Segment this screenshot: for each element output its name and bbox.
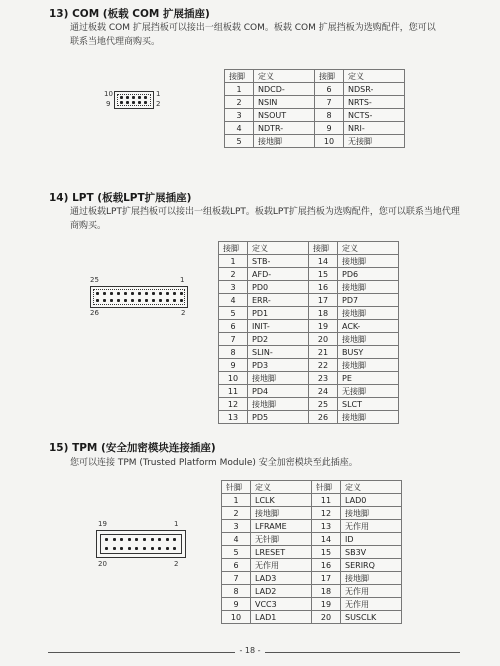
tpm-section-title: 15) TPM (安全加密模块连接插座) <box>49 442 216 454</box>
connector-pin <box>131 299 134 302</box>
table-cell: NSIN <box>254 96 315 109</box>
table-header-row <box>225 70 405 83</box>
table-cell: 21 <box>309 346 338 359</box>
connector-pin <box>113 547 116 550</box>
table-cell: 20 <box>309 333 338 346</box>
table-cell: 无作用 <box>251 559 312 572</box>
table-cell: 18 <box>309 307 338 320</box>
connector-pin <box>132 96 135 99</box>
col-definition: 定义 <box>338 242 399 255</box>
table-header-row <box>222 481 402 494</box>
table-cell: 17 <box>309 294 338 307</box>
table-cell: 19 <box>312 598 341 611</box>
connector-pin <box>145 292 148 295</box>
connector-pin <box>145 299 148 302</box>
com-pin-label-2: 2 <box>156 100 161 108</box>
tpm-header-outline <box>96 530 186 558</box>
table-row <box>219 346 399 359</box>
table-cell: SERIRQ <box>341 559 402 572</box>
connector-pin <box>117 292 120 295</box>
col-pin: 针脚 <box>222 481 251 494</box>
connector-pin <box>159 299 162 302</box>
table-cell: 无接脚 <box>338 385 399 398</box>
table-cell: 无针脚 <box>251 533 312 546</box>
tpm-section-desc: 您可以连接 TPM (Trusted Platform Module) 安全加密模块至此插座。 <box>70 458 358 468</box>
com-pin-table <box>224 69 405 148</box>
connector-pin <box>180 299 183 302</box>
connector-pin <box>96 292 99 295</box>
table-cell: PD0 <box>248 281 309 294</box>
table-cell: 3 <box>225 109 254 122</box>
connector-pin <box>135 547 138 550</box>
connector-pin <box>152 292 155 295</box>
table-cell: 无作用 <box>341 520 402 533</box>
connector-pin <box>126 101 129 104</box>
table-row <box>225 83 405 96</box>
table-cell: LFRAME <box>251 520 312 533</box>
table-cell: 5 <box>222 546 251 559</box>
col-definition: 定义 <box>251 481 312 494</box>
table-row <box>219 333 399 346</box>
table-row <box>219 411 399 424</box>
page-number <box>0 646 500 655</box>
table-cell: 3 <box>219 281 248 294</box>
table-row <box>219 281 399 294</box>
table-cell: 无作用 <box>341 585 402 598</box>
table-cell: 接地脚 <box>341 572 402 585</box>
table-row <box>219 294 399 307</box>
table-cell: SLCT <box>338 398 399 411</box>
table-cell: LAD3 <box>251 572 312 585</box>
table-cell: 23 <box>309 372 338 385</box>
table-cell: 19 <box>309 320 338 333</box>
connector-pin <box>124 299 127 302</box>
lpt-pin-table <box>218 241 399 424</box>
table-cell: ERR- <box>248 294 309 307</box>
table-row <box>222 520 402 533</box>
connector-pin <box>138 96 141 99</box>
table-cell: AFD- <box>248 268 309 281</box>
table-cell: NDCD- <box>254 83 315 96</box>
table-row <box>222 611 402 624</box>
table-cell: 7 <box>219 333 248 346</box>
tpm-header-pins <box>100 534 182 554</box>
table-row <box>219 320 399 333</box>
table-cell: NDTR- <box>254 122 315 135</box>
table-cell: 6 <box>222 559 251 572</box>
table-cell: 5 <box>219 307 248 320</box>
table-cell: 接地脚 <box>338 411 399 424</box>
table-cell: 16 <box>312 559 341 572</box>
connector-pin <box>166 292 169 295</box>
table-row <box>222 598 402 611</box>
tpm-connector-diagram <box>92 518 192 570</box>
table-cell: 8 <box>315 109 344 122</box>
table-cell: 22 <box>309 359 338 372</box>
connector-pin <box>144 101 147 104</box>
table-cell: NCTS- <box>344 109 405 122</box>
table-cell: 2 <box>222 507 251 520</box>
connector-pin <box>173 547 176 550</box>
lpt-section-desc: 通过板载LPT扩展挡板可以接出一组板载LPT。板载LPT扩展挡板为选购配件，您可以联系当地代理商购买。 <box>70 207 460 231</box>
com-header-outline <box>114 91 154 109</box>
col-pin: 接脚 <box>219 242 248 255</box>
connector-pin <box>110 292 113 295</box>
connector-pin <box>113 538 116 541</box>
table-cell: 14 <box>309 255 338 268</box>
table-cell: PD4 <box>248 385 309 398</box>
table-cell: 接地脚 <box>248 398 309 411</box>
connector-pin <box>158 538 161 541</box>
table-cell: 1 <box>219 255 248 268</box>
col-pin: 接脚 <box>315 70 344 83</box>
table-cell: 10 <box>315 135 344 148</box>
connector-pin <box>143 547 146 550</box>
table-cell: 8 <box>222 585 251 598</box>
table-cell: 接地脚 <box>338 255 399 268</box>
lpt-header-pins <box>93 289 185 305</box>
table-cell: SB3V <box>341 546 402 559</box>
table-cell: 6 <box>219 320 248 333</box>
table-cell: 接地脚 <box>338 307 399 320</box>
connector-pin <box>103 299 106 302</box>
table-row <box>219 372 399 385</box>
table-cell: PD2 <box>248 333 309 346</box>
com-section-desc: 通过板载 COM 扩展挡板可以接出一组板载 COM。板载 COM 扩展挡板为选购配件，您可以联系当地代理商购买。 <box>70 23 436 47</box>
connector-pin <box>152 299 155 302</box>
table-cell: STB- <box>248 255 309 268</box>
connector-pin <box>128 547 131 550</box>
table-cell: 9 <box>315 122 344 135</box>
table-cell: 11 <box>312 494 341 507</box>
table-cell: 接地脚 <box>341 507 402 520</box>
table-cell: 10 <box>222 611 251 624</box>
table-cell: ID <box>341 533 402 546</box>
connector-pin <box>110 299 113 302</box>
table-cell: 8 <box>219 346 248 359</box>
connector-pin <box>120 547 123 550</box>
table-cell: 6 <box>315 83 344 96</box>
table-cell: INIT- <box>248 320 309 333</box>
table-row <box>222 546 402 559</box>
connector-pin <box>132 101 135 104</box>
connector-pin <box>126 96 129 99</box>
connector-pin <box>105 538 108 541</box>
table-cell: 14 <box>312 533 341 546</box>
lpt-pin-label-2: 2 <box>181 309 186 317</box>
table-cell: LAD2 <box>251 585 312 598</box>
connector-pin <box>120 96 123 99</box>
table-cell: PD6 <box>338 268 399 281</box>
table-cell: 15 <box>309 268 338 281</box>
table-cell: 接地脚 <box>254 135 315 148</box>
table-row <box>219 359 399 372</box>
table-cell: 2 <box>219 268 248 281</box>
connector-pin <box>128 538 131 541</box>
table-cell: 4 <box>219 294 248 307</box>
connector-pin <box>144 96 147 99</box>
table-cell: 24 <box>309 385 338 398</box>
table-cell: LCLK <box>251 494 312 507</box>
connector-pin <box>151 547 154 550</box>
col-definition: 定义 <box>248 242 309 255</box>
lpt-section-title: 14) LPT (板载LPT扩展插座) <box>49 192 192 204</box>
table-cell: NDSR- <box>344 83 405 96</box>
connector-pin <box>180 292 183 295</box>
table-header-row <box>219 242 399 255</box>
table-cell: NRTS- <box>344 96 405 109</box>
table-row <box>222 507 402 520</box>
table-cell: 13 <box>312 520 341 533</box>
table-cell: PE <box>338 372 399 385</box>
lpt-pin-label-26: 26 <box>90 309 99 317</box>
com-connector-diagram <box>96 86 168 112</box>
table-cell: 26 <box>309 411 338 424</box>
connector-pin <box>173 292 176 295</box>
table-row <box>222 572 402 585</box>
connector-pin <box>159 292 162 295</box>
table-cell: 接地脚 <box>338 359 399 372</box>
connector-pin <box>166 547 169 550</box>
lpt-pin-label-1: 1 <box>180 276 185 284</box>
connector-pin <box>143 538 146 541</box>
table-cell: PD7 <box>338 294 399 307</box>
connector-pin <box>120 538 123 541</box>
connector-pin <box>138 299 141 302</box>
table-row <box>219 255 399 268</box>
table-cell: SUSCLK <box>341 611 402 624</box>
connector-pin <box>103 292 106 295</box>
table-cell: 4 <box>222 533 251 546</box>
table-cell: BUSY <box>338 346 399 359</box>
col-pin: 针脚 <box>312 481 341 494</box>
col-definition: 定义 <box>344 70 405 83</box>
connector-pin <box>131 292 134 295</box>
connector-pin <box>173 538 176 541</box>
lpt-header-outline <box>90 286 188 308</box>
table-cell: 3 <box>222 520 251 533</box>
table-cell: 接地脚 <box>338 333 399 346</box>
col-pin: 接脚 <box>309 242 338 255</box>
com-header-pins <box>117 94 151 106</box>
com-pin-label-10: 10 <box>104 90 113 98</box>
tpm-pin-label-20: 20 <box>98 560 107 568</box>
table-row <box>222 494 402 507</box>
table-cell: 18 <box>312 585 341 598</box>
table-cell: 接地脚 <box>251 507 312 520</box>
table-cell: 9 <box>219 359 248 372</box>
table-cell: 接地脚 <box>248 372 309 385</box>
connector-pin <box>138 101 141 104</box>
table-cell: NRI- <box>344 122 405 135</box>
lpt-pin-label-25: 25 <box>90 276 99 284</box>
connector-pin <box>96 299 99 302</box>
table-cell: 12 <box>219 398 248 411</box>
table-cell: 7 <box>315 96 344 109</box>
table-row <box>219 385 399 398</box>
table-cell: 16 <box>309 281 338 294</box>
table-row <box>219 307 399 320</box>
table-cell: 2 <box>225 96 254 109</box>
table-cell: 9 <box>222 598 251 611</box>
page-number-text: - 18 - <box>235 646 264 655</box>
table-cell: 1 <box>225 83 254 96</box>
table-row <box>219 268 399 281</box>
table-cell: LAD1 <box>251 611 312 624</box>
table-cell: 4 <box>225 122 254 135</box>
tpm-pin-label-1: 1 <box>174 520 179 528</box>
table-cell: 接地脚 <box>338 281 399 294</box>
table-cell: 17 <box>312 572 341 585</box>
table-row <box>222 559 402 572</box>
connector-pin <box>158 547 161 550</box>
table-row <box>219 398 399 411</box>
table-cell: NSOUT <box>254 109 315 122</box>
connector-pin <box>166 299 169 302</box>
table-cell: VCC3 <box>251 598 312 611</box>
connector-pin <box>166 538 169 541</box>
connector-pin <box>124 292 127 295</box>
table-cell: 7 <box>222 572 251 585</box>
table-cell: PD5 <box>248 411 309 424</box>
tpm-pin-table <box>221 480 402 624</box>
connector-pin <box>151 538 154 541</box>
table-cell: LRESET <box>251 546 312 559</box>
table-cell: PD1 <box>248 307 309 320</box>
table-cell: 12 <box>312 507 341 520</box>
com-section-title: 13) COM (板载 COM 扩展插座) <box>49 8 210 20</box>
table-cell: 20 <box>312 611 341 624</box>
connector-pin <box>173 299 176 302</box>
table-cell: ACK- <box>338 320 399 333</box>
table-row <box>222 585 402 598</box>
table-row <box>225 135 405 148</box>
table-cell: 1 <box>222 494 251 507</box>
table-row <box>225 109 405 122</box>
table-cell: PD3 <box>248 359 309 372</box>
connector-pin <box>105 547 108 550</box>
lpt-connector-diagram <box>86 276 196 320</box>
table-cell: 13 <box>219 411 248 424</box>
table-cell: 无接脚 <box>344 135 405 148</box>
tpm-pin-label-19: 19 <box>98 520 107 528</box>
table-row <box>225 122 405 135</box>
table-cell: 11 <box>219 385 248 398</box>
table-row <box>225 96 405 109</box>
table-row <box>222 533 402 546</box>
col-definition: 定义 <box>254 70 315 83</box>
com-pin-label-9: 9 <box>106 100 111 108</box>
table-cell: 5 <box>225 135 254 148</box>
table-cell: 15 <box>312 546 341 559</box>
table-cell: 10 <box>219 372 248 385</box>
tpm-pin-label-2: 2 <box>174 560 179 568</box>
connector-pin <box>135 538 138 541</box>
table-cell: LAD0 <box>341 494 402 507</box>
col-definition: 定义 <box>341 481 402 494</box>
col-pin: 接脚 <box>225 70 254 83</box>
table-cell: 无作用 <box>341 598 402 611</box>
table-cell: 25 <box>309 398 338 411</box>
connector-pin <box>138 292 141 295</box>
table-cell: SLIN- <box>248 346 309 359</box>
connector-pin <box>120 101 123 104</box>
com-pin-label-1: 1 <box>156 90 161 98</box>
connector-pin <box>117 299 120 302</box>
